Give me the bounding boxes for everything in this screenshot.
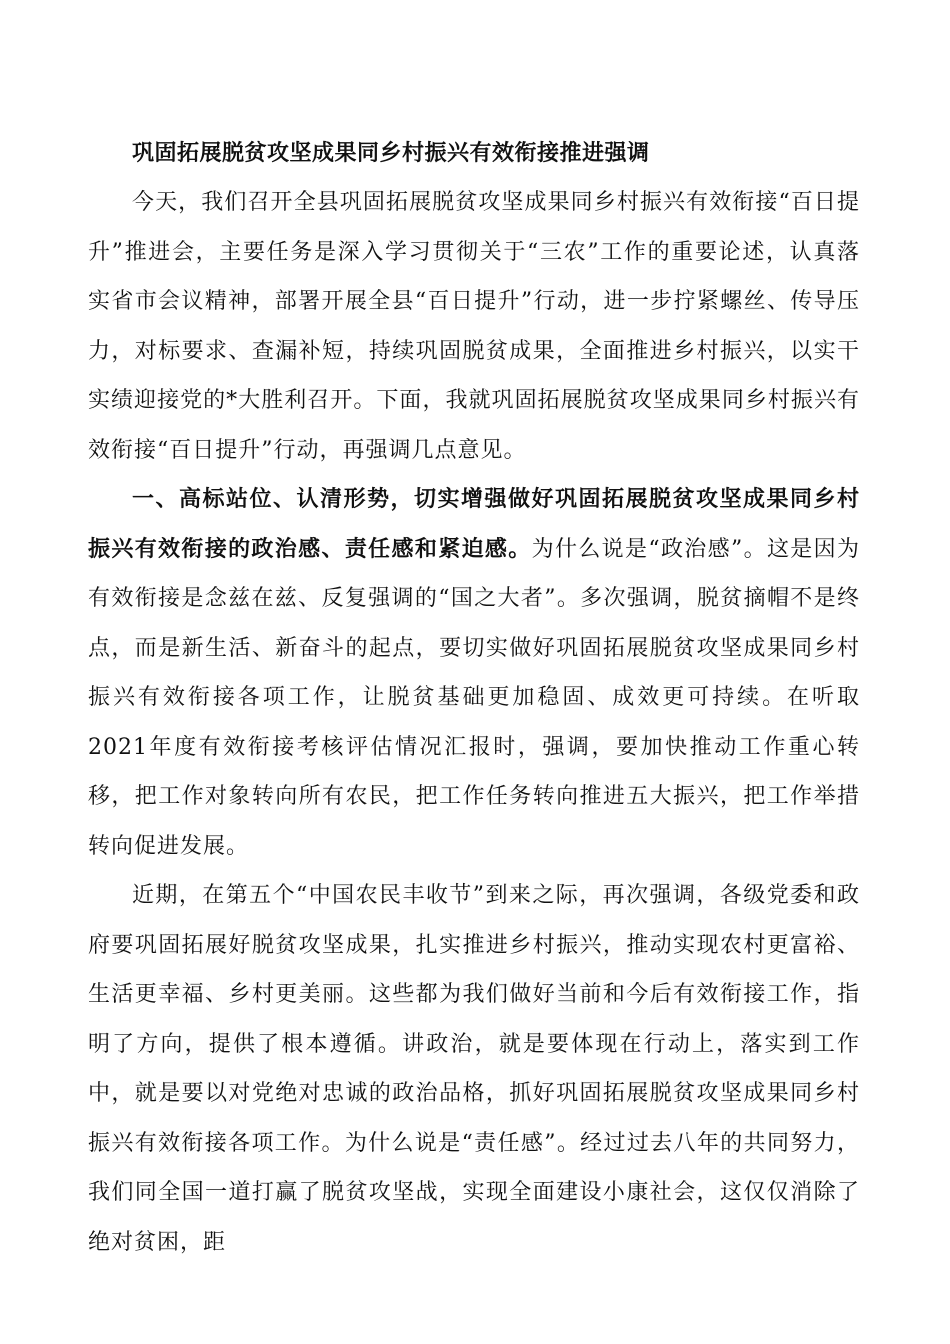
paragraph-intro [88, 178, 860, 475]
section-one-heading: 一、高标站位、认清形势，切实增强做好巩固拓展脱贫攻坚成果同乡村振兴有效衔接的政治感、责任感和紧迫感。 [88, 486, 860, 562]
paragraph-recent [88, 871, 860, 1267]
section-one-text: 为什么说是“政治感”。这是因为有效衔接是念兹在兹、反复强调的“国之大者”。多次强调，脱贫摘帽不是终点，而是新生活、新奋斗的起点，要切实做好巩固拓展脱贫攻坚成果同乡村振兴有效衔接各项工作，让脱贫基础更加稳固、成效更可持续。在听取2021年度有效衔接考核评估情况汇报时，强调，要加快推动工作重心转移，把工作对象转向所有农民，把工作任务转向推进五大振兴，把工作举措转向促进发展。 [88, 536, 860, 859]
document-title: 巩固拓展脱贫攻坚成果同乡村振兴有效衔接推进强调 [132, 140, 650, 166]
paragraph-section-one [88, 475, 860, 871]
paragraph-recent-text: 近期，在第五个“中国农民丰收节”到来之际，再次强调，各级党委和政府要巩固拓展好脱贫攻坚成果，扎实推进乡村振兴，推动实现农村更富裕、生活更幸福、乡村更美丽。这些都为我们做好当前和今后有效衔接工作，指明了方向，提供了根本遵循。讲政治，就是要体现在行动上，落实到工作中，就是要以对党绝对忠诚的政治品格，抓好巩固拓展脱贫攻坚成果同乡村振兴有效衔接各项工作。为什么说是“责任感”。经过过去八年的共同努力，我们同全国一道打赢了脱贫攻坚战，实现全面建设小康社会，这仅仅消除了绝对贫困，距 [88, 883, 860, 1255]
paragraph-intro-text: 今天，我们召开全县巩固拓展脱贫攻坚成果同乡村振兴有效衔接“百日提升”推进会，主要任务是深入学习贯彻关于“三农”工作的重要论述，认真落实省市会议精神，部署开展全县“百日提升”行动，进一步拧紧螺丝、传导压力，对标要求、查漏补短，持续巩固脱贫成果，全面推进乡村振兴，以实干实绩迎接党的*大胜利召开。下面，我就巩固拓展脱贫攻坚成果同乡村振兴有效衔接“百日提升”行动，再强调几点意见。 [88, 190, 860, 463]
document-body [88, 128, 860, 1267]
